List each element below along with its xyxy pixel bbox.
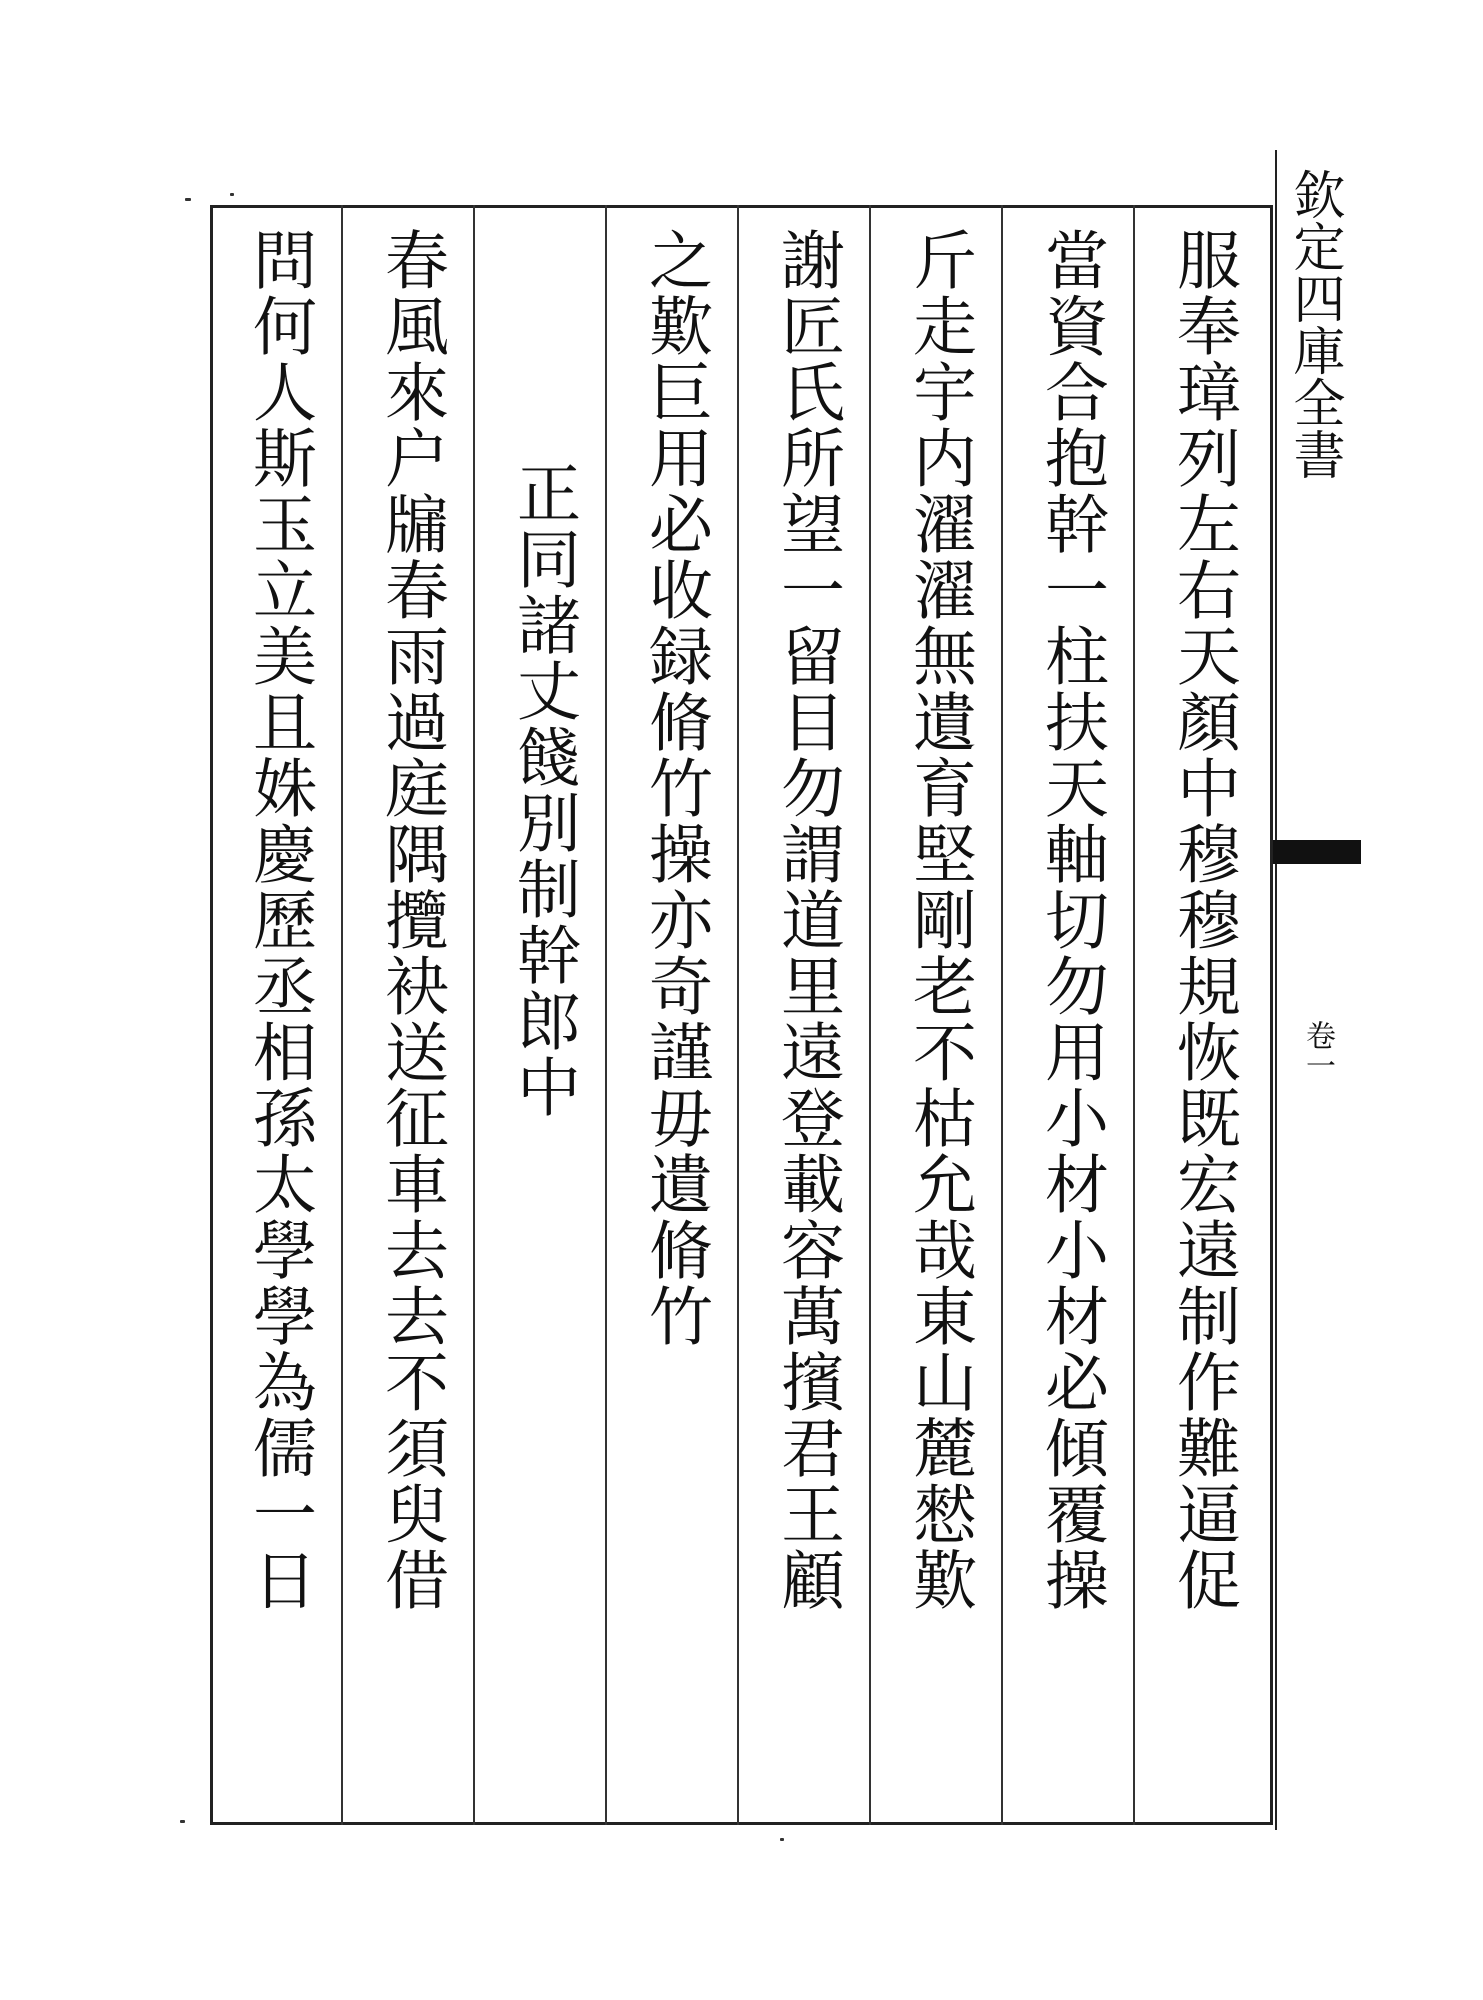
text-column-7 <box>345 205 476 1825</box>
scan-speck <box>180 1820 185 1823</box>
text-column-8 <box>213 205 344 1825</box>
column-text: 服奉璋列左右天顏中穆穆規恢既宏遠制作難逼促 <box>1166 227 1240 1613</box>
text-column-1 <box>1137 205 1268 1825</box>
text-column-5 <box>609 205 740 1825</box>
page-margin-strip <box>1273 150 1363 1830</box>
scan-speck <box>230 193 234 196</box>
scan-speck <box>780 1838 784 1841</box>
column-text: 正同諸丈餞別制幹郎中 <box>506 460 580 1120</box>
margin-juan-label: 卷一 <box>1300 1020 1335 1080</box>
column-text: 問何人斯玉立美且姝慶歷丞相孫太學學為儒一日 <box>242 227 316 1613</box>
text-column-2 <box>1005 205 1136 1825</box>
margin-rule <box>1275 150 1277 1830</box>
fishtail-mark <box>1273 840 1361 864</box>
column-text: 之歎巨用必收録脩竹操亦奇謹毋遺脩竹 <box>638 227 712 1349</box>
column-text: 謝匠氏所望一留目勿謂道里遠登載容萬擯君王顧 <box>770 227 844 1613</box>
margin-title: 欽定四庫全書 <box>1284 168 1344 480</box>
column-text: 春風來户牖春雨過庭隅攬袂送征車去去不須臾借 <box>374 227 448 1613</box>
page-frame <box>210 205 1273 1825</box>
scan-speck <box>185 198 191 201</box>
text-column-6 <box>477 205 608 1825</box>
text-column-4 <box>741 205 872 1825</box>
column-text: 斤走宇内濯濯無遺育堅剛老不枯允哉東山麓憖歎 <box>902 227 976 1613</box>
text-column-3 <box>873 205 1004 1825</box>
column-text: 當資合抱幹一柱扶天軸切勿用小材小材必傾覆操 <box>1034 227 1108 1613</box>
